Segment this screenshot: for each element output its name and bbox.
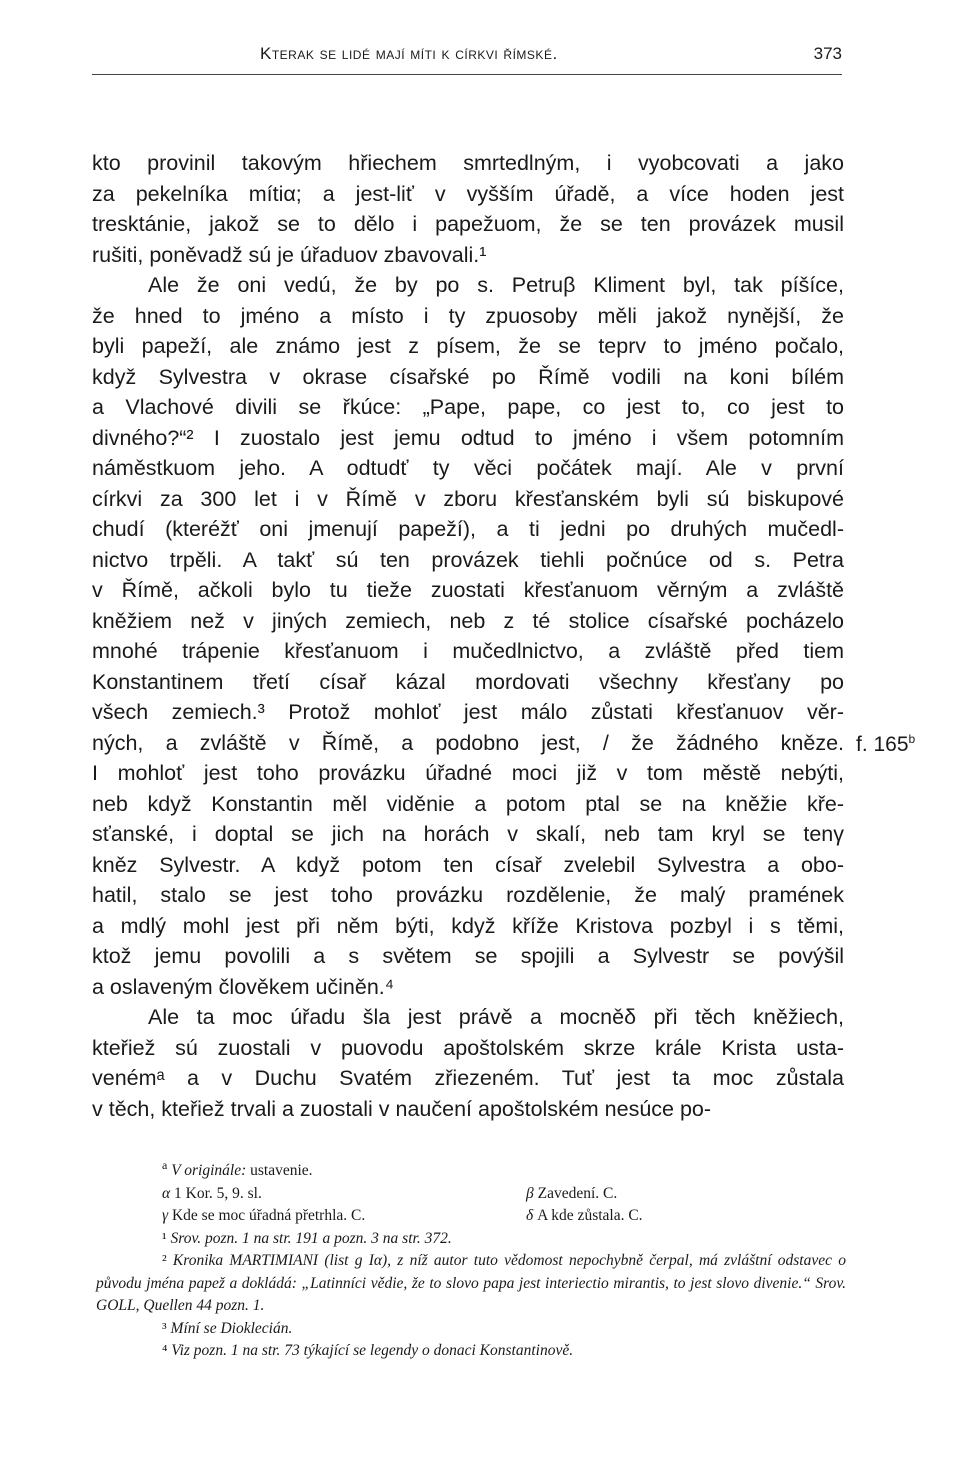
footnote-mark: γ — [162, 1207, 169, 1224]
footnote-1 — [96, 1228, 846, 1251]
footnote-text: Míní se Dioklecián. — [170, 1319, 293, 1337]
footnote-text: Zavedení. C. — [537, 1184, 618, 1202]
text-line: ných, a zvláště v Římě, a podobno jest, / že žádného kněze. — [92, 730, 844, 755]
text-line: neb když Konstantin měl viděnie a potom ptal se na kněžie kře- — [92, 791, 844, 816]
text-line: mnohé trápenie křesťanuom i mučedlnictvo, a zvláště před tiem — [92, 639, 844, 663]
footnote-text: Viz pozn. 1 na str. 73 týkající se legendy o donaci Konstantinově. — [171, 1342, 574, 1359]
footnote-mark: ⁴ — [162, 1342, 168, 1359]
footnote-mark: δ — [526, 1207, 534, 1224]
footnote-alpha-beta — [96, 1183, 846, 1206]
text-line: kteřiež sú zuostali v puovodu apoštolském skrze krále Krista usta- — [92, 1035, 844, 1060]
footnote-2 — [96, 1250, 846, 1318]
text-line: kněžiem než v jiných zemiech, neb z té stolice císařské pocházelo — [92, 608, 844, 633]
footnote-4 — [96, 1340, 846, 1363]
folio-margin-note — [856, 733, 915, 757]
text-line: když Sylvestra v okrase císařské po Římě vodili na koni bílém — [92, 364, 844, 389]
footnote-3 — [96, 1318, 846, 1341]
text-line: kněz Sylvestr. A když potom ten císař zvelebil Sylvestra a obo- — [92, 852, 844, 877]
footnote-mark: ¹ — [162, 1229, 167, 1247]
main-text — [92, 148, 844, 1124]
running-title: Kterak se lidé mají míti k církvi římské. — [260, 44, 558, 63]
footnote-text: Kde se moc úřadná přetrhla. C. — [171, 1207, 366, 1224]
text-line: za pekelníka mítiα; a jest-liť v vyšším úřadě, a více hoden jest — [92, 181, 844, 206]
footnote-label: V originále: — [171, 1162, 247, 1179]
text-line: venémᵃ a v Duchu Svatém zřiezeném. Tuť jest ta moc zůstala — [92, 1066, 844, 1090]
text-line: I mohloť jest toho provázku úřadné moci již v tom městě nebýti, — [92, 761, 844, 785]
text-line: všech zemiech.³ Protož mohloť jest málo zůstati křesťanuov věr- — [92, 700, 844, 724]
text-line: a oslaveným člověkem učiněn.⁴ — [92, 974, 395, 999]
text-line: nictvo trpěli. A takť sú ten provázek tiehli počnúce od s. Petra — [92, 547, 844, 572]
text-line: rušiti, poněvadž sú je úřaduov zbavovali.¹ — [92, 242, 487, 267]
text-line: že hned to jméno a místo i ty zpuosoby měli jakož nynější, že — [92, 303, 844, 328]
footnote-text: A kde zůstala. C. — [537, 1207, 643, 1224]
footnote-a — [96, 1157, 846, 1183]
text-line: tresktánie, jakož se to dělo i papežuom, že se ten provázek musil — [92, 212, 844, 236]
footnote-text: ustavenie. — [250, 1162, 313, 1179]
text-line: Ale ta moc úřadu šla jest právě a mocněδ při těch kněžiech, — [148, 1005, 844, 1029]
text-line: byli papeží, ale známo jest z písem, že se teprv to jméno počalo, — [92, 334, 844, 358]
footnote-text: Srov. pozn. 1 na str. 191 a pozn. 3 na str. 372. — [170, 1229, 452, 1247]
text-line: kto provinil takovým hřiechem smrtedlným, i vyobcovati a jako — [92, 151, 844, 175]
footnote-text: Kronika MARTIMIANI (list g Iα), z níž autor tuto vědomost nepochybně čerpal, má zvláštní odstavec o původu jména papež a dokládá: „Latinníci vědie, že to slovo papa jest interiectio mirantis, to jest slovo divenie.“ Srov. GOLL, Quellen 44 pozn. 1. — [96, 1252, 846, 1314]
text-line: chudí (kteréžť oni jmenují papeží), a ti jedni po druhých mučedl- — [92, 517, 844, 541]
footnotes — [96, 1157, 846, 1363]
footnote-mark: β — [526, 1184, 534, 1202]
header-rule — [92, 74, 842, 75]
text-line: v těch, kteřiež trvali a zuostali v naučení apoštolském nesúce po- — [92, 1096, 712, 1121]
footnote-text: 1 Kor. 5, 9. sl. — [174, 1184, 262, 1202]
footnote-mark: α — [162, 1184, 171, 1202]
text-line: v Římě, ačkoli bylo tu tieže zuostati křesťanuom věrným a zvláště — [92, 578, 844, 602]
folio-sup: b — [908, 732, 916, 746]
text-line: a Vlachové divili se řkúce: „Pape, pape, co jest to, co jest to — [92, 395, 844, 419]
text-line: sťanské, i doptal se jich na horách v skalí, neb tam kryl se tenγ — [92, 822, 844, 846]
folio-label: f. 165 — [856, 733, 909, 756]
text-line: Ale že oni vedú, že by po s. Petruβ Kliment byl, tak píšíce, — [148, 273, 844, 297]
footnote-mark: ³ — [162, 1319, 167, 1337]
text-line: hatil, stalo se jest toho provázku rozdělenie, že malý pramének — [92, 883, 844, 907]
page-number: 373 — [813, 44, 842, 63]
text-line: církvi za 300 let i v Římě v zboru křesťanském byli sú biskupové — [92, 486, 844, 511]
text-line: divného?“² I zuostalo jest jemu odtud to jméno i všem potomním — [92, 425, 844, 450]
text-line: Konstantinem třetí císař kázal mordovati všechny křesťany po — [92, 669, 844, 694]
text-line: náměstkuom jeho. A odtudť ty věci počátek mají. Ale v první — [92, 456, 844, 480]
running-header — [92, 44, 842, 76]
footnote-mark: a — [162, 1157, 168, 1172]
text-line: ktož jemu povolili a s světem se spojili a Sylvestr se povýšil — [92, 944, 844, 968]
footnote-gamma-delta — [96, 1205, 846, 1228]
footnote-mark: ² — [162, 1252, 167, 1269]
text-line: a mdlý mohl jest při něm býti, když kříže Kristova pozbyl i s těmi, — [92, 913, 844, 938]
